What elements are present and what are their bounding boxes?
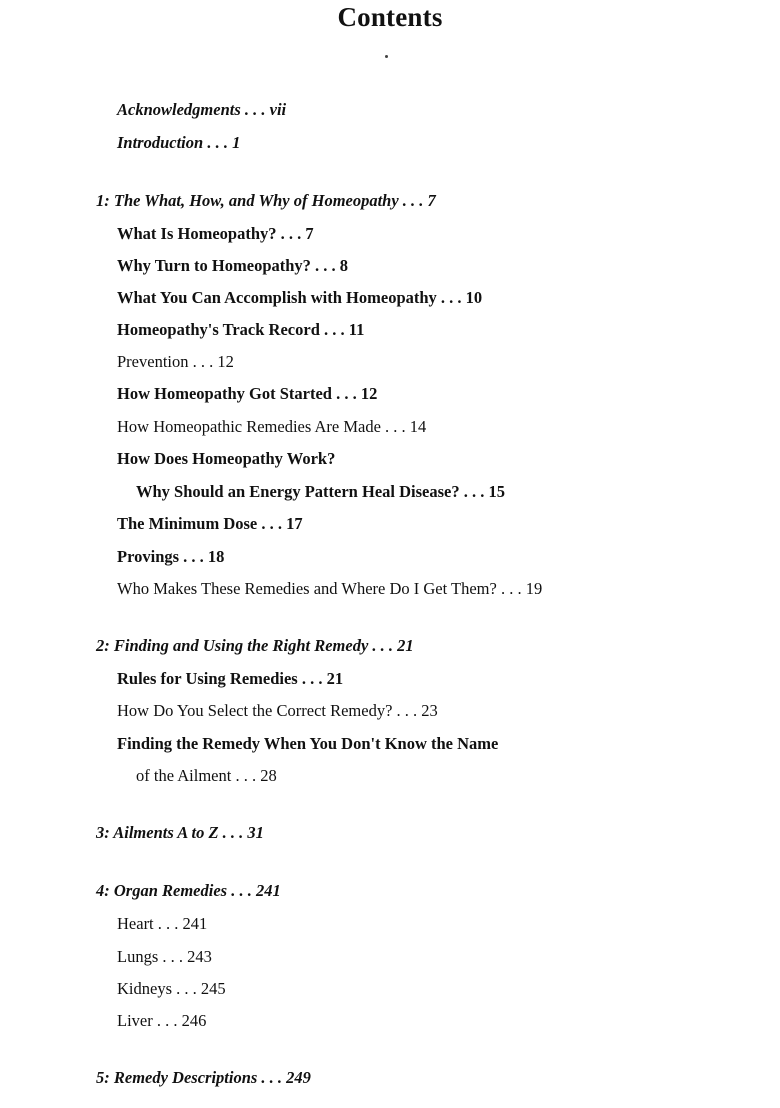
page-title: Contents — [337, 2, 443, 32]
toc-entry: Rules for Using Remedies . . . 21 — [117, 669, 344, 688]
toc-entry: How Do You Select the Correct Remedy? . . . 23 — [117, 701, 438, 720]
toc-entry: Who Makes These Remedies and Where Do I Get Them? . . . 19 — [117, 579, 543, 598]
toc-entry: What You Can Accomplish with Homeopathy . . . 10 — [117, 288, 483, 307]
toc-entry-continuation: Why Should an Energy Pattern Heal Disease? . . . 15 — [136, 482, 505, 501]
chapter-heading-1: 1: The What, How, and Why of Homeopathy . . . 7 — [96, 191, 436, 210]
chapter-heading-4: 4: Organ Remedies . . . 241 — [96, 881, 281, 900]
toc-entry: Prevention . . . 12 — [117, 352, 234, 371]
chapter-heading-3: 3: Ailments A to Z . . . 31 — [96, 823, 264, 842]
toc-entry-acknowledgments: Acknowledgments . . . vii — [117, 100, 287, 119]
toc-entry: Kidneys . . . 245 — [117, 979, 226, 998]
toc-entry: How Homeopathic Remedies Are Made . . . 14 — [117, 417, 427, 436]
chapter-heading-2: 2: Finding and Using the Right Remedy . . . 21 — [96, 636, 414, 655]
toc-entry: Heart . . . 241 — [117, 914, 208, 933]
toc-entry: Why Turn to Homeopathy? . . . 8 — [117, 256, 349, 275]
ornament-dot — [385, 55, 388, 58]
toc-entry: Provings . . . 18 — [117, 547, 225, 566]
toc-entry-introduction: Introduction . . . 1 — [117, 133, 241, 152]
toc-entry: How Homeopathy Got Started . . . 12 — [117, 384, 378, 403]
toc-entry-continuation: of the Ailment . . . 28 — [136, 766, 277, 785]
toc-entry: Liver . . . 246 — [117, 1011, 207, 1030]
toc-entry: Finding the Remedy When You Don't Know the Name — [117, 734, 499, 753]
toc-entry: How Does Homeopathy Work? — [117, 449, 336, 468]
chapter-heading-5: 5: Remedy Descriptions . . . 249 — [96, 1068, 311, 1087]
toc-entry: What Is Homeopathy? . . . 7 — [117, 224, 314, 243]
toc-entry: Homeopathy's Track Record . . . 11 — [117, 320, 365, 339]
toc-entry: Lungs . . . 243 — [117, 947, 212, 966]
toc-entry: The Minimum Dose . . . 17 — [117, 514, 303, 533]
